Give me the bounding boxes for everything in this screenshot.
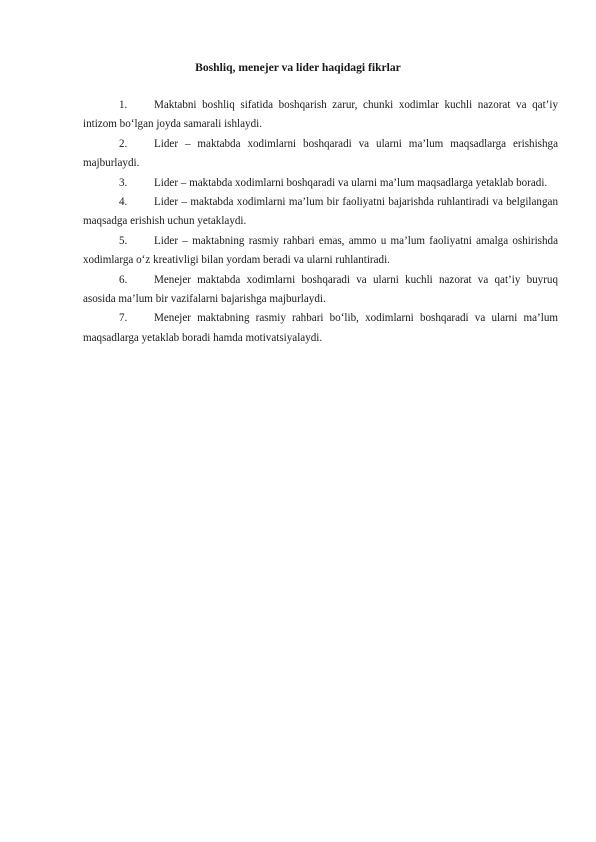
- list-item: [83, 174, 558, 193]
- item-text: Maktabni boshliq sifatida boshqarish zarur, chunki xodimlar kuchli nazorat va qat’iy intizom bo‘lgan joyda samarali ishlaydi.: [83, 99, 558, 131]
- item-text: Menejer maktabning rasmiy rahbari bo‘lib, xodimlarni boshqaradi va ularni ma’lum maqsadlarga yetaklab boradi hamda motivatsiyalaydi.: [83, 312, 558, 344]
- list-item: [83, 135, 558, 174]
- item-text: Lider – maktabda xodimlarni ma’lum bir faoliyatni bajarishda ruhlantiradi va belgilangan maqsadga erishish uchun yetaklaydi.: [83, 196, 558, 228]
- list-item: [83, 232, 558, 271]
- list-item: [83, 309, 558, 348]
- item-number: 5.: [119, 234, 128, 247]
- list-item: [83, 96, 558, 135]
- list-item: [83, 271, 558, 310]
- item-text: Lider – maktabda xodimlarni boshqaradi va ularni ma’lum maqsadlarga erishishga majburlaydi.: [83, 137, 558, 170]
- item-number: 6.: [119, 273, 128, 286]
- item-number: 3.: [119, 176, 128, 189]
- list-item: [83, 193, 558, 232]
- item-number: 1.: [119, 99, 128, 111]
- item-number: 7.: [119, 312, 128, 325]
- item-text: Lider – maktabning rasmiy rahbari emas, ammo u ma’lum faoliyatni amalga oshirishda xodimlarga o‘z kreativligi bilan yordam beradi va ularni ruhlantiradi.: [83, 234, 558, 267]
- item-text: Menejer maktabda xodimlarni boshqaradi va ularni kuchli nazorat va qat’iy buyruq asosida ma’lum bir vazifalarni bajarishga majburlaydi.: [83, 273, 558, 306]
- item-number: 4.: [119, 196, 128, 209]
- item-number: 2.: [119, 137, 128, 150]
- item-text: Lider – maktabda xodimlarni boshqaradi va ularni ma’lum maqsadlarga yetaklab boradi.: [154, 176, 548, 189]
- statement-list: [83, 96, 558, 348]
- document-title: Boshliq, menejer va lider haqidagi fikrlar: [195, 61, 401, 74]
